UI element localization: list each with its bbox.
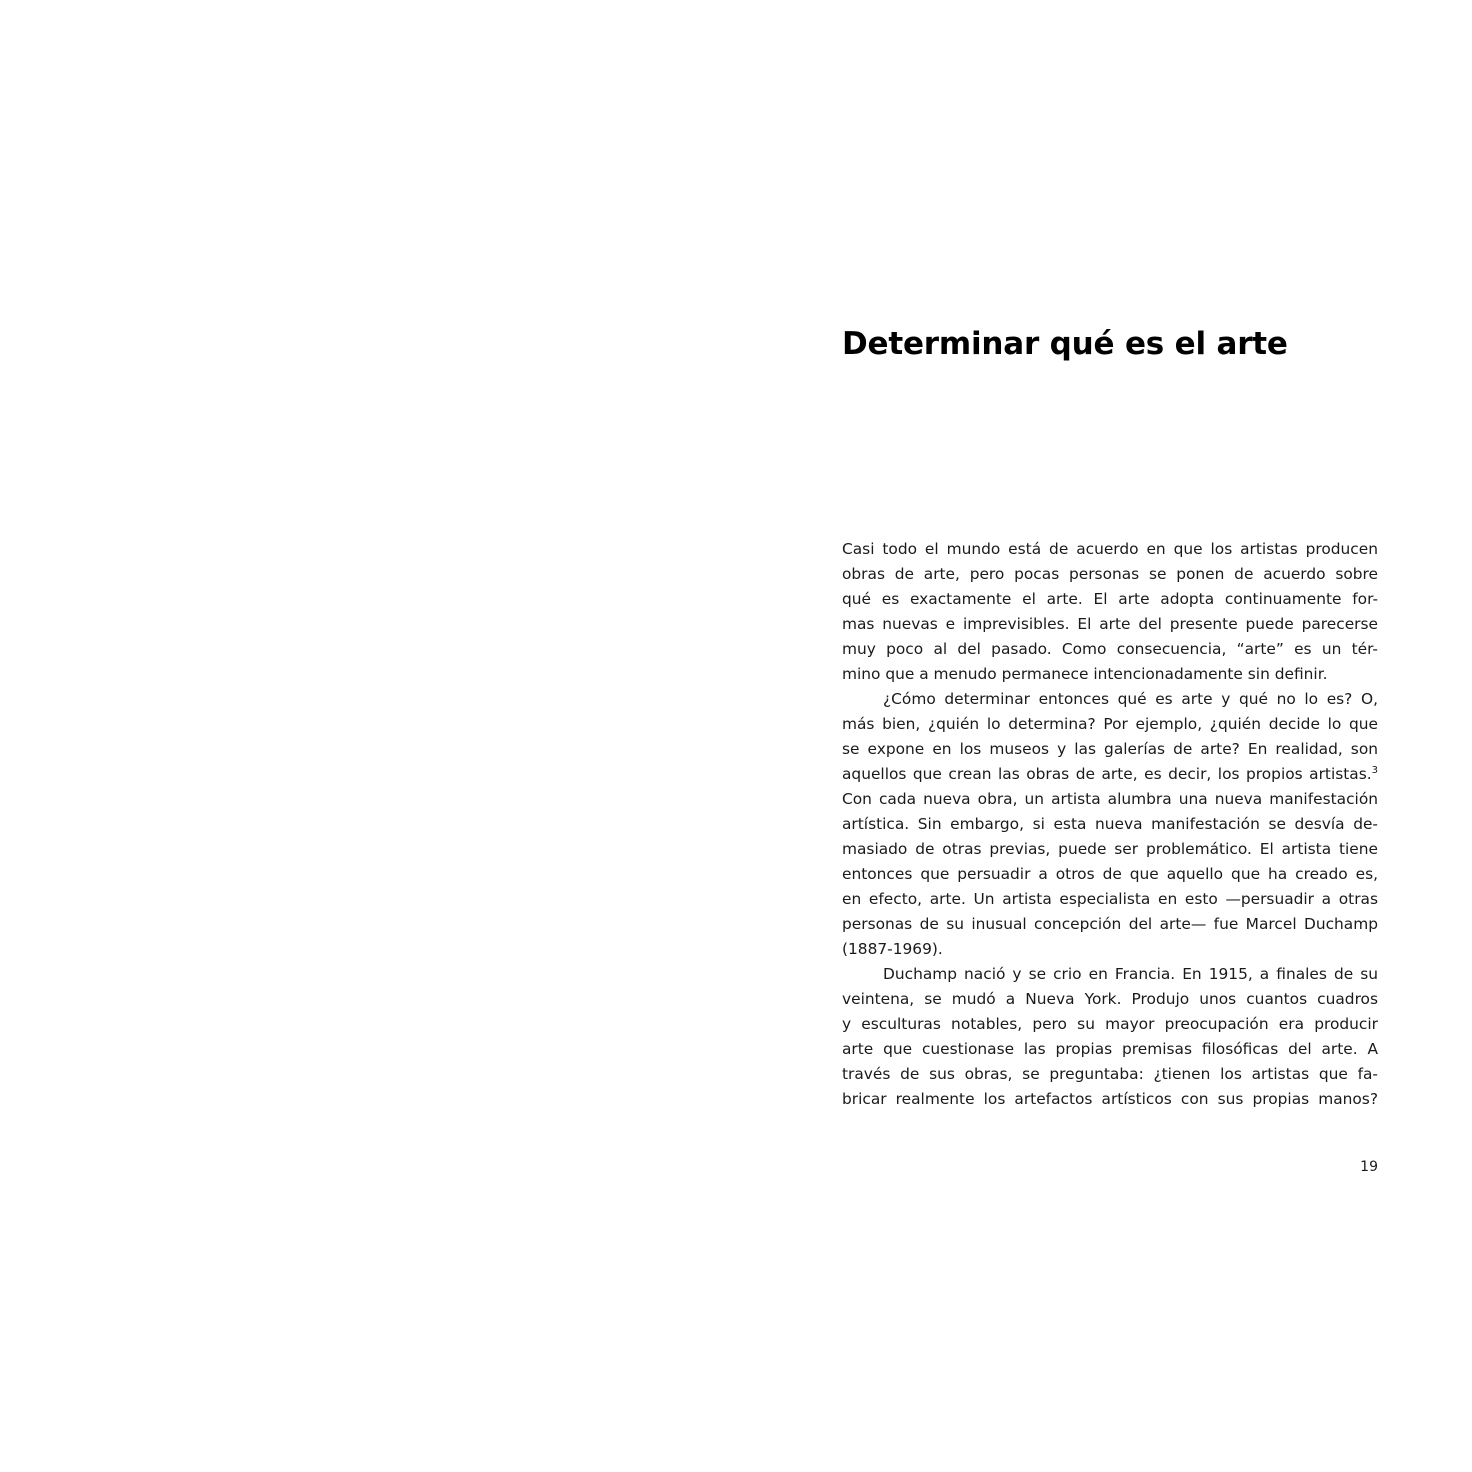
text-line: (1887-1969). [842,940,943,958]
text-line: arte que cuestionase las propias premisas filosóficas del arte. A [842,1040,1378,1058]
text-line: más bien, ¿quién lo determina? Por ejemplo, ¿quién decide lo que [842,715,1378,733]
text-line: entonces que persuadir a otros de que aquello que ha creado es, [842,865,1378,883]
body-text [842,537,1378,1112]
text-line: través de sus obras, se preguntaba: ¿tienen los artistas que fa- [842,1065,1378,1083]
text-line: qué es exactamente el arte. El arte adopta continuamente for- [842,590,1378,608]
text-line: en efecto, arte. Un artista especialista en esto —persuadir a otras [842,890,1378,908]
text-line: se expone en los museos y las galerías de arte? En realidad, son [842,740,1378,758]
page-number: 19 [1360,1159,1378,1175]
chapter-title: Determinar qué es el arte [842,326,1288,362]
text-line: artística. Sin embargo, si esta nueva manifestación se desvía de- [842,815,1378,833]
text-line: muy poco al del pasado. Como consecuencia, “arte” es un tér- [842,640,1378,658]
footnote-reference: 3 [1371,765,1378,776]
text-line: ¿Cómo determinar entonces qué es arte y qué no lo es? O, [883,690,1378,708]
text-line: Con cada nueva obra, un artista alumbra una nueva manifestación [842,790,1378,808]
text-line: Casi todo el mundo está de acuerdo en que los artistas producen [842,540,1378,558]
text-line: veintena, se mudó a Nueva York. Produjo unos cuantos cuadros [842,990,1378,1008]
text-line: Duchamp nació y se crio en Francia. En 1915, a finales de su [883,965,1378,983]
text-line-content: aquellos que crean las obras de arte, es decir, los propios artistas. [842,765,1372,783]
text-line: bricar realmente los artefactos artísticos con sus propias manos? [842,1090,1378,1108]
text-line: mino que a menudo permanece intencionadamente sin definir. [842,665,1328,683]
text-line-with-footnote [842,762,1378,787]
text-line: personas de su inusual concepción del arte— fue Marcel Duchamp [842,915,1378,933]
text-line: mas nuevas e imprevisibles. El arte del presente puede parecerse [842,615,1378,633]
text-line: y esculturas notables, pero su mayor preocupación era producir [842,1015,1378,1033]
text-line: masiado de otras previas, puede ser problemático. El artista tiene [842,840,1378,858]
text-line: obras de arte, pero pocas personas se ponen de acuerdo sobre [842,565,1378,583]
